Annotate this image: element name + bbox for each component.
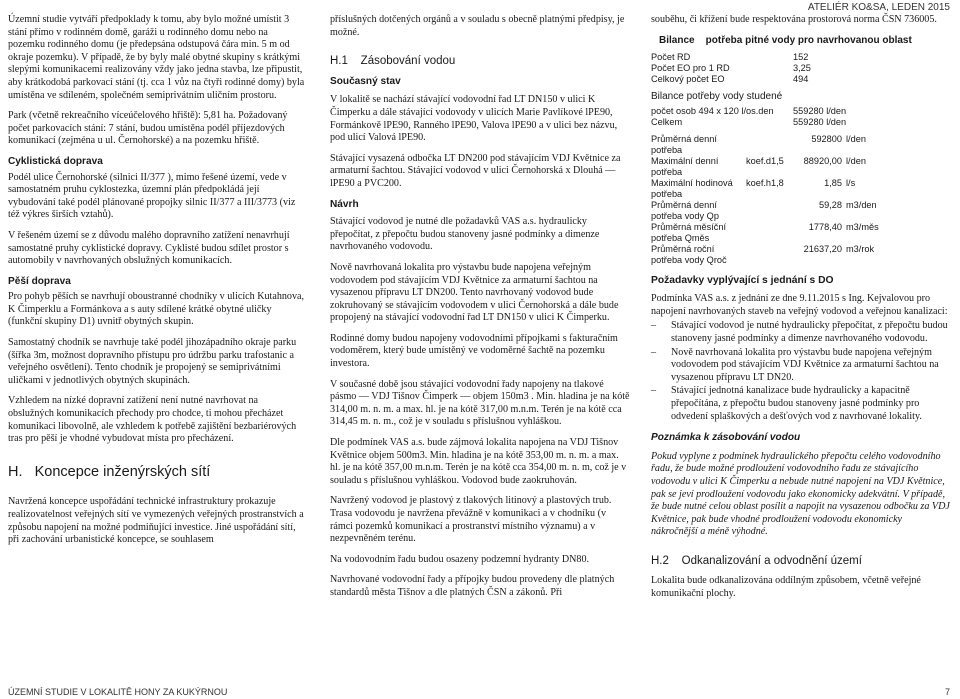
- paragraph: Stávající vysazená odbočka LT DN200 pod stávajícím VDJ Květnice za armaturní šachtou. Stávající vodovod v ulici Černohorská x Dlouhá — lPE90 a PVC200.: [330, 152, 621, 189]
- column-3: [651, 14, 951, 609]
- list-item: [651, 320, 951, 345]
- table-cell-unit: l/s: [846, 177, 856, 188]
- table-row: [651, 156, 951, 178]
- table-cell-value: 494: [793, 73, 809, 84]
- paragraph: příslušných dotčených orgánů a v souladu s obecně platnými předpisy, je možné.: [330, 14, 625, 38]
- paragraph: V lokalitě se nachází stávající vodovodní řad LT DN150 v ulici K Čimperku a dále stávající vodovody v ulicích Marie Pavlíkové lPE90, Formánkově lPE90, Ranného lPE90, Valova lPE90 a v ulici bez názvu, pod ulicí Valová lPE90.: [330, 94, 618, 144]
- table-cell-value: 592800: [811, 133, 842, 144]
- paragraph: Na vodovodním řadu budou osazeny podzemní hydranty DN80.: [330, 553, 590, 565]
- table-cell-unit: m3/den: [846, 199, 877, 210]
- table-row: [651, 134, 951, 156]
- table-cell-value: 559280 l/den: [793, 116, 847, 127]
- table-cell-label: Počet RD: [651, 51, 691, 62]
- table-cell-value: 59,28: [819, 199, 842, 210]
- table-cell-label: Průměrná denní potřeba vody Qp: [651, 199, 719, 221]
- heading-navrh: Návrh: [330, 198, 359, 210]
- column-1: [8, 14, 306, 555]
- table-cell-coef-value: [771, 244, 785, 266]
- table-section-cold-water: [651, 106, 951, 128]
- table-cell-coef: koef.d: [746, 155, 772, 166]
- table-row: [651, 200, 951, 222]
- paragraph: Stávající vodovod je nutné dle požadavků VAS a.s. hydraulicky přepočítat, z přepočtu budou stanoveny jasné podmínky a dimenze navrhovaného vodovodu.: [330, 216, 600, 253]
- table-cell-value: 3,25: [793, 62, 811, 73]
- heading-koncepce-inzenyrskych-siti: H. Koncepce inženýrských sítí: [8, 463, 211, 480]
- paragraph: Navržený vodovod je plastový z tlakových litinový a plastových trub. Trasa vodovodu je navržena převážně v komunikaci a v chodníku (v rámci pozemků komunikací a prostranství místního významu) a v nezpevněném terénu.: [330, 495, 612, 545]
- list-item-text: Stávající vodovod je nutné hydraulicky přepočítat, z přepočtu budou stanoveny jasné podmínky a dimenze navrhovaného vodovodu.: [671, 320, 948, 344]
- list-item: [651, 347, 951, 385]
- list-item-text: Stávající jednotná kanalizace bude hydraulicky a kapacitně přepočítána, z přepočtu budou stanoveny jasné podmínky pro odvedení splaškových a dešťových vod z navrhované lokality.: [671, 385, 922, 422]
- dash-bullet: –: [651, 346, 657, 358]
- table-cell-coef: koef.h: [746, 177, 772, 188]
- table-cell-coef: [746, 200, 771, 222]
- paragraph: V řešeném území se z důvodu malého dopravního zatížení nenavrhují samostatné pruhy cyklistické dopravy. Cyklisté budou sdílet prostor s automobily v navrhovaných obslužných komunikacích.: [8, 229, 290, 267]
- table-cell-label: Průměrná denní potřeba: [651, 133, 717, 155]
- requirements-list: [651, 320, 951, 423]
- table-cell-value: 559280 l/den: [793, 105, 847, 116]
- table-cell-coef-value: [771, 222, 785, 244]
- column-2: [330, 14, 630, 608]
- water-balance-table: [651, 35, 951, 266]
- table-cell-unit: l/den: [846, 133, 866, 144]
- table-row: [651, 178, 951, 200]
- table-cell-coef-value: [771, 200, 785, 222]
- heading-pozadavky: Požadavky vyplývající s jednání s DO: [651, 274, 834, 286]
- paragraph: Vzhledem na nízké dopravní zatížení není nutné navrhovat na obslužných komunikacích přechody pro chodce, ti mohou přecházet komunikaci libovolně, ale vzhledem k potřebě zajištění bezbariérových tras pro pěší je vhodné vybudovat místa pro přecházení.: [8, 395, 297, 445]
- footer-title: ÚZEMNÍ STUDIE V LOKALITĚ HONY ZA KUKÝRNOU: [8, 687, 228, 697]
- table-row: [651, 222, 951, 244]
- heading-pesi-doprava: Pěší doprava: [8, 275, 71, 287]
- table-cell-coef: [746, 222, 771, 244]
- table-subtitle: Bilance potřeby vody studené: [651, 90, 783, 102]
- table-cell-label: Maximální hodinová potřeba: [651, 177, 733, 199]
- paragraph: Park (včetně rekreačního víceúčelového hřiště): 5,81 ha. Požadovaný počet parkovacích stání: 7 stání, budou umístěna podél příjezdových komunikací (zejména u ul. Černohorské) a na pozemku hřiště.: [8, 110, 288, 147]
- page-number: 7: [944, 687, 950, 697]
- header-atelier: ATELIÉR KO&SA, LEDEN 2015: [807, 2, 950, 13]
- table-cell-value: 21637,20: [803, 243, 842, 254]
- table-cell-unit: m3/rok: [846, 243, 875, 254]
- paragraph: Navrhované vodovodní řady a přípojky budou provedeny dle platných standardů města Tišnov a dle platných ČSN a zákonů. Při: [330, 574, 615, 598]
- heading-poznamka: Poznámka k zásobování vodou: [651, 432, 801, 444]
- paragraph: Územní studie vytváří předpoklady k tomu, aby bylo možné umístit 3 stání přímo v rodinném domě, garáži u rodinného domu nebo na pozemku rodinného domu (je předepsána odstupová čára min. 5 m od okraje pozemku). V případě, že by byly malé obytné skupiny s krátkými slepými komunikacemi realizovány vždy jako jedna stavba, lze připustit, aby krátkodobá parkovací stání (tj. cca 1 vůz na čtyři rodinné domy) byla umístěna ve sdíleném, společném semiprivátním uličním prostoru.: [8, 14, 305, 101]
- table-row: [651, 74, 951, 85]
- table-row: [651, 63, 951, 74]
- paragraph: souběhu, či křížení bude respektována prostorová norma ČSN 736005.: [651, 14, 937, 25]
- table-cell-unit: m3/měs: [846, 221, 879, 232]
- paragraph: Navržená koncepce uspořádání technické infrastruktury prokazuje realizovatelnost veřejných sítí ve vymezených veřejných prostranstvích a způsobu napojení na možné podmiňující investice. Jiné uspořádání sítí, při zachování urbanistické koncepce, se souhlasem: [8, 496, 304, 546]
- table-cell-coef-value: 1,5: [771, 155, 784, 166]
- paragraph: Pro pohyb pěších se navrhují oboustranné chodníky v ulicích Kutahnova, K Čimperklu a Formánkova a s auty sdílené krátké obytné uličky (funkční skupiny D1) uvnitř obytných skupin.: [8, 291, 305, 328]
- table-cell-value: 1,85: [824, 177, 842, 188]
- paragraph: Dle podmínek VAS a.s. bude zájmová lokalita napojena na VDJ Tišnov Květnice objem 500m3. Min. hladina je na kótě 353,00 m. n. m. a max. hl. je na kótě 357,00 m.n.m. Terén je na kótě cca 354,00 m. n. m, což je v souladu s příslušnou vyhláškou. Vodovod bude zaokruhován.: [330, 437, 627, 486]
- table-cell-label: Celkový počet EO: [651, 73, 725, 84]
- heading-odkanalizovani: H.2 Odkanalizování a odvodnění území: [651, 554, 862, 567]
- heading-cyklisticka-doprava: Cyklistická doprava: [8, 155, 103, 167]
- page-footer: [8, 687, 950, 697]
- list-item: [651, 385, 951, 423]
- paragraph: Lokalita bude odkanalizována oddílným způsobem, včetně veřejné komunikační plochy.: [651, 575, 921, 600]
- table-section-demand: [651, 134, 951, 266]
- table-cell-coef-value: 1,8: [771, 177, 784, 188]
- paragraph: V současné době jsou stávající vodovodní řady napojeny na tlakové pásmo — VDJ Tišnov Čimperk — objem 150m3 . Min. hladina je na kótě 314,00 m. n. m. a max. hl. je na kótě 317,00 m.n.m. Terén je na kótě cca 314,45 m. n. m., což je v souladu s příslušnou vyhláškou.: [330, 378, 630, 428]
- list-item-text: Nově navrhovaná lokalita pro výstavbu bude napojena veřejným vodovodem pod stávajícím VDJ Květnice za armaturní šachtou na vysazenou přípravu LT DN20.: [671, 346, 939, 383]
- table-cell-coef: [746, 134, 771, 156]
- paragraph: Podél ulice Černohorské (silnici II/377 ), mimo řešené území, vede v samostatném pruhu cyklostezka, územní plán předpokládá její vybudování také podél plánované propojky silnic II/377 a III/3773 (viz též výkres širších vztahů).: [8, 171, 296, 221]
- table-cell-label: Průměrná roční potřeba vody Qroč: [651, 243, 727, 265]
- dash-bullet: –: [651, 385, 657, 397]
- heading-soucasny-stav: Současný stav: [330, 75, 401, 87]
- table-cell-unit: l/den: [846, 155, 866, 166]
- table-row: [651, 52, 951, 63]
- table-row: [651, 117, 951, 128]
- table-section-inputs: [651, 52, 951, 85]
- dash-bullet: –: [651, 320, 657, 332]
- paragraph-italic: Pokud vyplyne z podmínek hydraulického přepočtu celého vodovodního řadu, že bude možné prodloužení vodovodního řadu ze stávajícího vodovodu v ulici K Čimperku a nebude nutné napojení na VDJ Květnice, pak se jeví prodloužení vodovodu jako ekonomicky adekvátní. V případě, že bude nutné celou oblast posílit a napojit na vysazenou odbočku za VDJ Květnice, pak bude vhodné prodloužení vodovodu ekonomicky nákročnější a méně výhodné.: [651, 450, 950, 538]
- table-cell-coef-value: [771, 134, 785, 156]
- table-cell-value: 1778,40: [808, 221, 842, 232]
- table-cell-label: Průměrná měsíční potřeba Qměs: [651, 221, 727, 243]
- heading-zasobovani-vodou: H.1 Zásobování vodou: [330, 55, 456, 68]
- paragraph: Nově navrhovaná lokalita pro výstavbu bude napojena veřejným vodovodem pod stávajícím VDJ Květnice za armaturní šachtou na vysazenou přípravu LT DN200. Tento navrhovaný vodovod bude zokruhovaný se stávajícím vodovodem v ulici Černohorská a dále bude propojený na stávající vodovodní řad LT DN150 v ulici K Čimperku.: [330, 261, 619, 324]
- table-cell-label: Počet EO pro 1 RD: [651, 62, 730, 73]
- table-cell-label: Maximální denní potřeba: [651, 155, 719, 177]
- paragraph: Rodinné domy budou napojeny vodovodními přípojkami s fakturačním vodoměrem, který bude umístěný ve vodoměrné šachtě na pozemku investora.: [330, 332, 618, 370]
- table-title: Bilance potřeba pitné vody pro navrhovanou oblast: [659, 34, 912, 46]
- table-cell-value: 152: [793, 51, 809, 62]
- table-row: [651, 244, 951, 266]
- table-cell-value: 88920,00: [803, 155, 842, 166]
- paragraph: Podmínka VAS a.s. z jednání ze dne 9.11.2015 s Ing. Kejvalovou pro napojení navrhovaných staveb na veřejný vodovod a veřejnou kanalizaci:: [651, 293, 948, 317]
- table-cell-label: Celkem: [651, 116, 683, 127]
- paragraph: Samostatný chodník se navrhuje také podél jihozápadního okraje parku (šířka 3m, možnost dopravního přístupu pro údržbu parku trafostanic a veřejného osvětlení). Tento chodník je propojený se semiprivátními uličkami v jednotlivých obytných skupinách.: [8, 337, 297, 386]
- table-cell-label: počet osob 494 x 120 l/os.den: [651, 105, 774, 116]
- table-row: [651, 106, 951, 117]
- table-cell-coef: [746, 244, 771, 266]
